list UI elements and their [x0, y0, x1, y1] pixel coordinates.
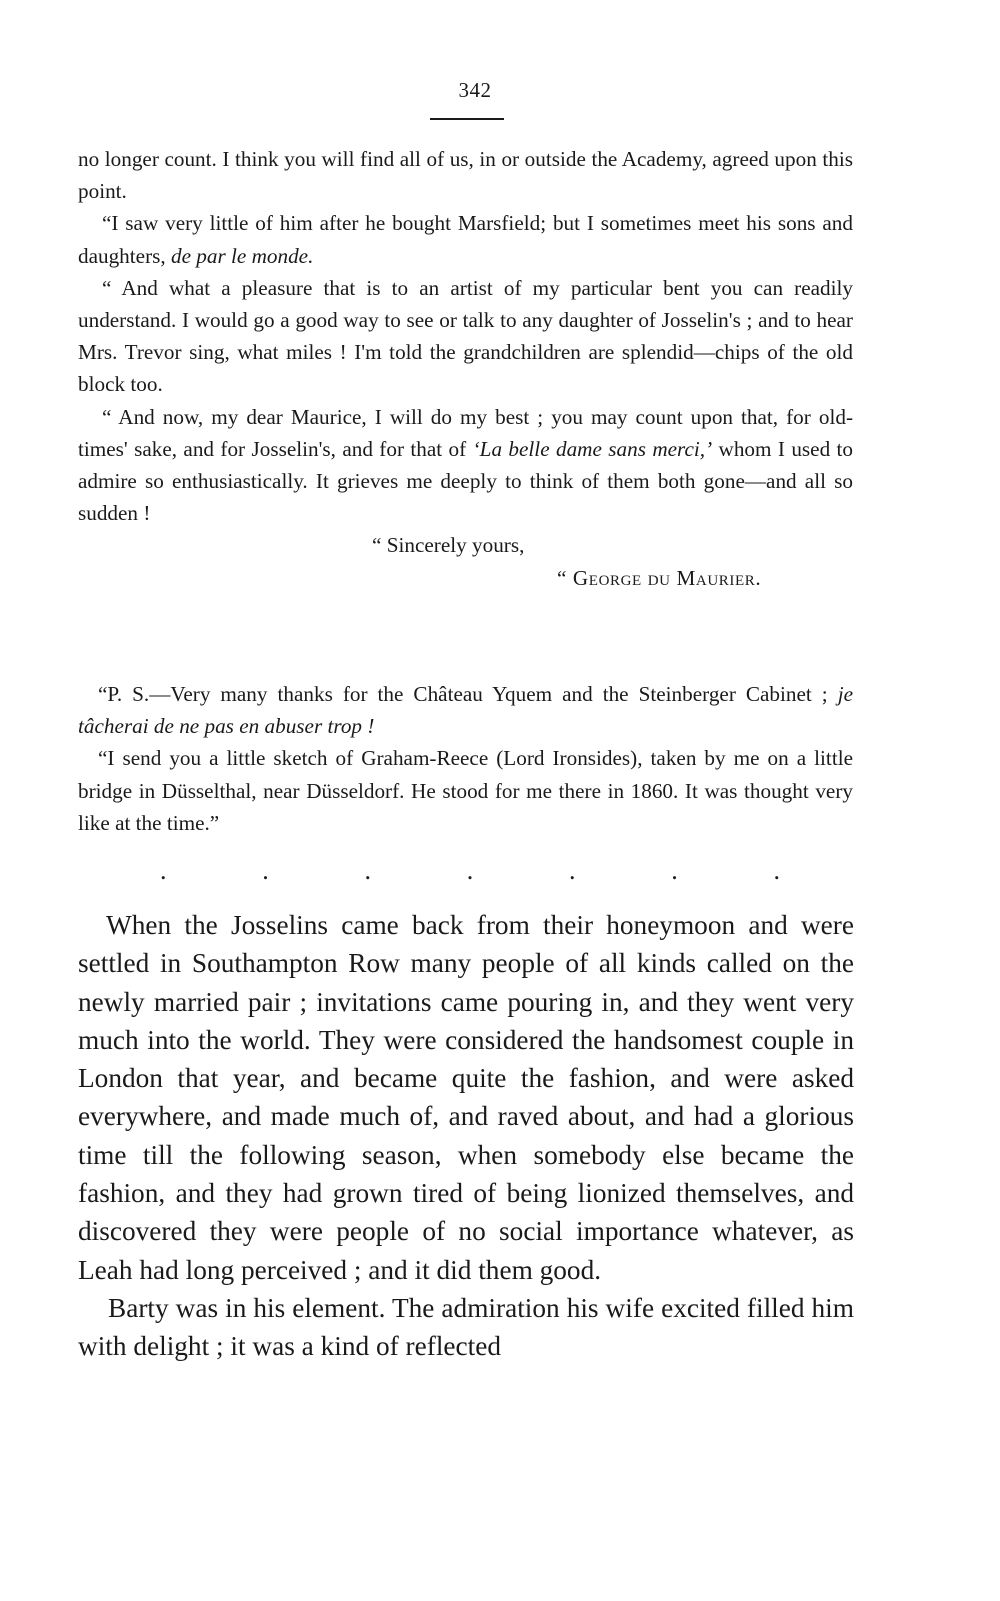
section-separator	[160, 858, 780, 884]
letter-signature: “ George du Maurier.	[557, 565, 762, 590]
narrative-paragraph: Barty was in his element. The admiration his wife excited filled him with delight ; it was a kind of reflected	[78, 1292, 854, 1362]
italic-phrase: ‘La belle dame sans merci,’	[472, 436, 713, 461]
narrative-text	[78, 906, 854, 1366]
separator-dot: .	[160, 856, 167, 885]
separator-dot: .	[773, 856, 780, 885]
letter-paragraph: “ And what a pleasure that is to an artist of my particular bent you can readily understand. I would go a good way to see or talk to any daughter of Josselin's ; and to hear Mrs. Trevor sing, what miles ! I'm told the grandchildren are splendid—chips of the old block too.	[78, 275, 853, 397]
separator-dot: .	[364, 856, 371, 885]
postscript-paragraph	[78, 678, 853, 742]
narrative-paragraph: When the Josselins came back from their honeymoon and were settled in Southampton Row many people of all kinds called on the newly married pair ; invitations came pouring in, and they went very much into the world. They were considered the handsomest couple in London that year, and became quite the fashion, and were asked everywhere, and made much of, and raved about, and had a glorious time till the following season, when somebody else became the fashion, and they had grown tired of being lionized themselves, and discovered they were people of no social importance whatever, as Leah had long perceived ; and it did them good.	[78, 910, 854, 1285]
separator-dot: .	[466, 856, 474, 885]
ps-text-run: “P. S.—Very many thanks for the Château Yquem and the Steinberger Cabinet ;	[98, 682, 828, 706]
separator-dot: .	[671, 856, 678, 885]
letter-text	[78, 143, 853, 594]
postscript	[78, 678, 853, 839]
separator-dot: .	[569, 856, 576, 885]
header-rule	[430, 118, 504, 120]
letter-paragraph: no longer count. I think you will find all of us, in or outside the Academy, agreed upon this point.	[78, 147, 853, 204]
letter-paragraph	[78, 401, 853, 530]
letter-text-run: “I saw very little of him after he bought Marsfield; but I sometimes meet his sons and daughters,	[78, 211, 853, 268]
italic-phrase: de par le monde.	[170, 243, 314, 268]
letter-paragraph	[78, 207, 853, 271]
letter-closing: “ Sincerely yours,	[372, 533, 525, 558]
separator-dot: .	[262, 856, 269, 885]
italic-phrase: je tâcherai de ne pas en abuser trop !	[78, 682, 853, 739]
page-number: 342	[458, 78, 492, 102]
letter-text-run: whom I used to admire so enthusiastically. It grieves me deeply to think of them both gone—and all so sudden !	[78, 436, 854, 526]
letter-text-run: “ And now, my dear Maurice, I will do my best ; you may count upon that, for old-times' sake, and for Josselin's, and for that of	[78, 404, 853, 461]
postscript-paragraph: “I send you a little sketch of Graham-Reece (Lord Ironsides), taken by me on a little bridge in Düsselthal, near Düsseldorf. He stood for me there in 1860. It was thought very like at the time.”	[78, 746, 853, 835]
